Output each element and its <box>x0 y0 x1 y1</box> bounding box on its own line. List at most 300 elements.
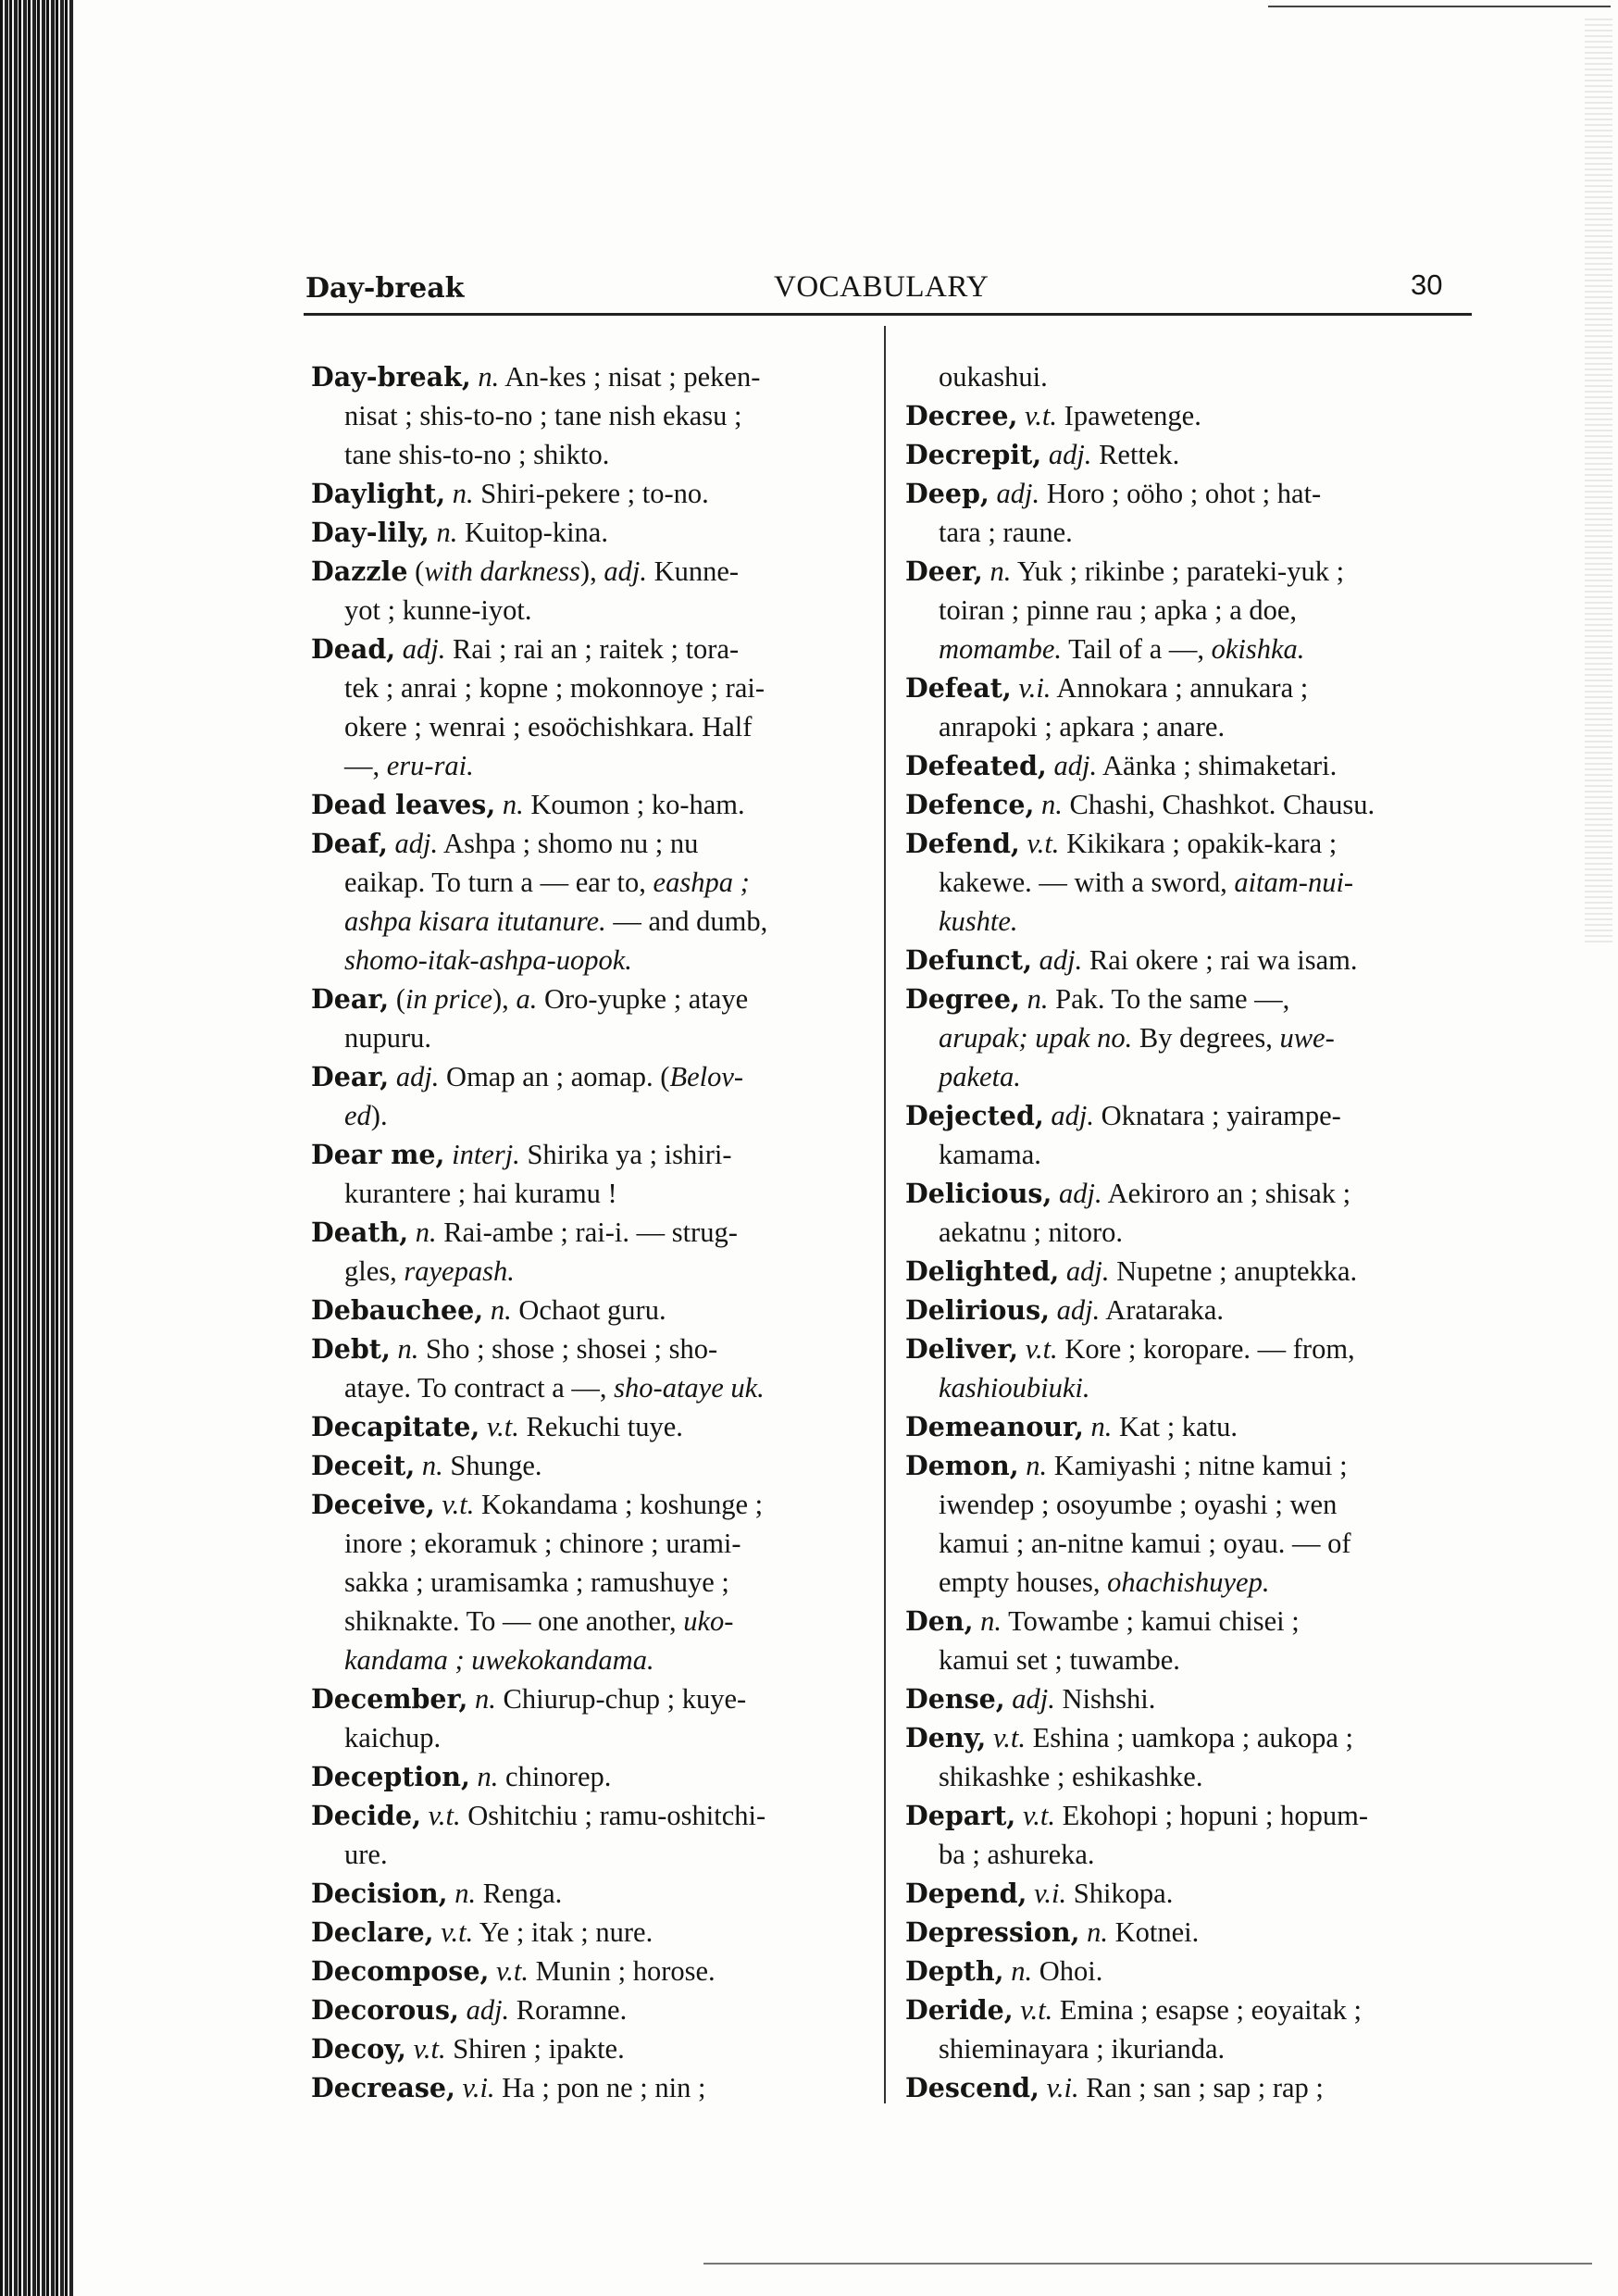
italic-text: momambe. <box>939 633 1062 665</box>
continuation-line <box>905 1757 1461 1796</box>
italic-text: a. <box>516 983 538 1015</box>
entry-line <box>905 785 1461 824</box>
definition-text: Rai okere ; rai wa isam. <box>1082 944 1358 976</box>
definition-text: Ochaot guru. <box>511 1294 666 1326</box>
definition-text <box>389 1061 396 1092</box>
continuation-line <box>905 1563 1461 1602</box>
definition-text: ), <box>579 555 604 587</box>
definition-text <box>391 1333 398 1365</box>
italic-text: v.t. <box>1025 1333 1058 1365</box>
definition-text: Pak. To the same —, <box>1048 983 1290 1015</box>
continuation-line <box>905 1485 1461 1524</box>
italic-text: adj. <box>1012 1683 1055 1715</box>
italic-text: adj. <box>1065 1255 1110 1287</box>
entry-line <box>905 1291 1461 1329</box>
entry-line <box>311 1874 866 1913</box>
headword: Decrease, <box>311 2072 455 2103</box>
headword: Declare, <box>311 1916 434 1948</box>
entry-line <box>905 474 1461 513</box>
entry-line <box>905 1952 1461 1990</box>
headword: Debauchee, <box>311 1294 484 1326</box>
definition-text <box>415 1450 422 1481</box>
italic-text: rayepash. <box>404 1255 515 1287</box>
entry-line <box>905 1796 1461 1835</box>
headword: Depth, <box>905 1955 1004 1987</box>
italic-text: v.t. <box>1020 1994 1053 2026</box>
italic-text: adj. <box>402 633 446 665</box>
continuation-line <box>311 1524 866 1563</box>
entry-line <box>311 785 866 824</box>
definition-text: Aekiroro an ; shisak ; <box>1101 1178 1351 1209</box>
definition-text: eaikap. To turn a — ear to, <box>344 867 653 898</box>
definition-text: kakewe. — with a sword, <box>939 867 1235 898</box>
definition-text <box>444 1139 452 1170</box>
definition-text: Kikikara ; opakik-kara ; <box>1059 828 1338 859</box>
italic-text: ohachishuyep. <box>1107 1566 1270 1598</box>
section-title: VOCABULARY <box>774 270 989 304</box>
italic-text: n. <box>980 1605 1002 1637</box>
definition-text: ( <box>407 555 425 587</box>
definition-text <box>489 1955 496 1987</box>
italic-text: kashioubiuki. <box>939 1372 1090 1404</box>
headword: Decompose, <box>311 1955 490 1987</box>
entry-line <box>905 1874 1461 1913</box>
entry-line <box>311 2068 866 2107</box>
definition-text: ), <box>492 983 517 1015</box>
headword: Dear me, <box>311 1139 445 1170</box>
definition-text: Shikopa. <box>1066 1878 1174 1909</box>
entry-line <box>905 396 1461 435</box>
continuation-line <box>311 863 866 902</box>
headword: Defunct, <box>905 944 1032 976</box>
continuation-line <box>905 513 1461 552</box>
definition-text: Kokandama ; koshunge ; <box>474 1489 764 1520</box>
continuation-line <box>905 1135 1461 1174</box>
entry-line <box>905 1602 1461 1641</box>
headword: Decoy, <box>311 2033 406 2065</box>
headword: Depression, <box>905 1916 1080 1948</box>
italic-text: eru-rai. <box>386 750 474 781</box>
entry-line <box>905 1718 1461 1757</box>
definition-text: Nishshi. <box>1054 1683 1156 1715</box>
continuation-line <box>905 1213 1461 1252</box>
definition-text: Kuitop-kina. <box>457 517 608 548</box>
entry-line <box>905 1446 1461 1485</box>
continuation-line <box>311 1835 866 1874</box>
continuation-line <box>311 1563 866 1602</box>
italic-text: n. <box>475 1683 496 1715</box>
headword: Dead, <box>311 633 396 665</box>
entry-line <box>311 1952 866 1990</box>
italic-text: n. <box>436 517 458 548</box>
italic-text: v.t. <box>441 1916 474 1948</box>
definition-text: Koumon ; ko-ham. <box>523 789 745 820</box>
continuation-line <box>905 1641 1461 1679</box>
definition-text: Ashpa ; shomo nu ; nu <box>438 828 699 859</box>
italic-text: Belov- <box>669 1061 744 1092</box>
headword: Degree, <box>905 983 1020 1015</box>
headword: Day-lily, <box>311 517 429 548</box>
definition-text: kurantere ; hai kuramu ! <box>344 1178 617 1209</box>
bottom-edge-rule <box>703 2263 1592 2265</box>
definition-text: Nupetne ; anuptekka. <box>1109 1255 1358 1287</box>
continuation-line <box>905 1524 1461 1563</box>
headword: Depend, <box>905 1878 1027 1909</box>
entry-line <box>905 1252 1461 1291</box>
headword: Deceive, <box>311 1489 435 1520</box>
definition-text: Rettek. <box>1091 439 1180 470</box>
headword: Decision, <box>311 1878 448 1909</box>
definition-text <box>421 1800 429 1831</box>
right-column <box>905 357 1461 2107</box>
continuation-line <box>311 1718 866 1757</box>
entry-line <box>311 474 866 513</box>
italic-text: adj. <box>1048 439 1092 470</box>
headword: December, <box>311 1683 468 1715</box>
definition-text: kaichup. <box>344 1722 442 1753</box>
definition-text: Kat ; katu. <box>1112 1411 1238 1442</box>
continuation-line <box>311 1018 866 1057</box>
continuation-line <box>905 1018 1461 1057</box>
continuation-line <box>311 1641 866 1679</box>
italic-text: adj. <box>1051 1100 1095 1131</box>
continuation-line <box>311 396 866 435</box>
italic-text: aitam-nui- <box>1234 867 1354 898</box>
definition-text: oukashui. <box>939 361 1048 393</box>
definition-text: tane shis-to-no ; shikto. <box>344 439 610 470</box>
definition-text: Kamiyashi ; nitne kamui ; <box>1047 1450 1348 1481</box>
italic-text: arupak; upak no. <box>939 1022 1133 1054</box>
entry-line <box>311 1796 866 1835</box>
entry-line <box>905 1329 1461 1368</box>
italic-text: ashpa kisara itutanure. <box>344 905 606 937</box>
continuation-line <box>311 902 866 941</box>
italic-text: n. <box>397 1333 419 1365</box>
definition-text <box>1018 1333 1026 1365</box>
definition-text <box>445 478 453 509</box>
italic-text: n. <box>1011 1955 1033 1987</box>
italic-text: adj. <box>395 1061 440 1092</box>
headword: Defeat, <box>905 672 1012 704</box>
italic-text: adj. <box>1053 750 1098 781</box>
italic-text: sho-ataye uk. <box>614 1372 765 1404</box>
definition-text <box>479 1411 487 1442</box>
definition-text: Kotnei. <box>1108 1916 1200 1948</box>
definition-text: Sho ; shose ; shosei ; sho- <box>418 1333 718 1365</box>
definition-text: By degrees, <box>1132 1022 1280 1054</box>
definition-text: ba ; ashureka. <box>939 1839 1095 1870</box>
continuation-line <box>311 1096 866 1135</box>
entry-line <box>905 1679 1461 1718</box>
headword: Deride, <box>905 1994 1014 2026</box>
entry-line <box>311 2029 866 2068</box>
definition-text: chinorep. <box>498 1761 612 1792</box>
definition-text: Roramne. <box>509 1994 628 2026</box>
definition-text <box>406 2033 414 2065</box>
headword: Dear, <box>311 983 390 1015</box>
italic-text: n. <box>1041 789 1063 820</box>
definition-text <box>1080 1916 1088 1948</box>
definition-text: Ipawetenge. <box>1057 400 1201 431</box>
continuation-line <box>311 435 866 474</box>
italic-text: in price <box>404 983 493 1015</box>
italic-text: v.t. <box>442 1489 475 1520</box>
definition-text: Oshitchiu ; ramu-oshitchi- <box>460 1800 766 1831</box>
definition-text: Oknatara ; yairampe- <box>1094 1100 1341 1131</box>
entry-line <box>905 1407 1461 1446</box>
headword: Descend, <box>905 2072 1039 2103</box>
entry-line <box>311 1135 866 1174</box>
column-divider <box>884 326 886 2103</box>
headword: Dear, <box>311 1061 390 1092</box>
definition-text: —, <box>344 750 387 781</box>
italic-text: okishka. <box>1211 633 1305 665</box>
italic-text: adj. <box>1059 1178 1102 1209</box>
italic-text: n. <box>421 1450 443 1481</box>
entry-line <box>905 980 1461 1018</box>
definition-text <box>395 633 403 665</box>
headword: Dazzle <box>311 555 408 587</box>
italic-text: n. <box>502 789 524 820</box>
headword: Delicious, <box>905 1178 1052 1209</box>
continuation-line <box>311 746 866 785</box>
entry-line <box>311 1329 866 1368</box>
headword: Deliver, <box>905 1333 1019 1365</box>
definition-text: Ye ; itak ; nure. <box>473 1916 653 1948</box>
definition-text: Ha ; pon ne ; nin ; <box>494 2072 706 2103</box>
italic-text: n. <box>478 361 500 393</box>
definition-text: Tail of a —, <box>1062 633 1212 665</box>
headword: Dense, <box>905 1683 1005 1715</box>
continuation-line <box>905 1057 1461 1096</box>
headword: Demon, <box>905 1450 1019 1481</box>
definition-text: ). <box>370 1100 388 1131</box>
definition-text <box>1039 2072 1047 2103</box>
definition-text: iwendep ; osoyumbe ; oyashi ; wen <box>939 1489 1338 1520</box>
continuation-line <box>311 668 866 707</box>
italic-text: n. <box>1027 983 1049 1015</box>
definition-text: nisat ; shis-to-no ; tane nish ekasu ; <box>344 400 742 431</box>
headword: Decrepit, <box>905 439 1042 470</box>
definition-text: Chiurup-chup ; kuye- <box>495 1683 747 1715</box>
italic-text: ed <box>344 1100 371 1131</box>
italic-text: adj. <box>394 828 439 859</box>
headword: Daylight, <box>311 478 446 509</box>
definition-text: Shiren ; ipakte. <box>445 2033 625 2065</box>
headword: Deaf, <box>311 828 388 859</box>
definition-text: Annokara ; annukara ; <box>1051 672 1309 704</box>
running-head <box>304 261 1472 316</box>
definition-text: ( <box>389 983 405 1015</box>
headword: Decide, <box>311 1800 422 1831</box>
definition-text: kamui ; an-nitne kamui ; oyau. — of <box>939 1528 1351 1559</box>
definition-text: Ohoi. <box>1032 1955 1103 1987</box>
headword: Death, <box>311 1217 409 1248</box>
definition-text: empty houses, <box>939 1566 1108 1598</box>
italic-text: v.t. <box>992 1722 1026 1753</box>
italic-text: adj. <box>466 1994 510 2026</box>
headword: Dejected, <box>905 1100 1044 1131</box>
definition-text: — and dumb, <box>605 905 768 937</box>
headword: Decree, <box>905 400 1018 431</box>
definition-text <box>1034 789 1041 820</box>
italic-text: v.t. <box>496 1955 529 1987</box>
definition-text <box>1027 1878 1034 1909</box>
definition-text: Oro-yupke ; ataye <box>537 983 749 1015</box>
headword: Day-break, <box>311 361 471 393</box>
definition-text <box>1020 983 1027 1015</box>
entry-line <box>905 435 1461 474</box>
definition-text: toiran ; pinne rau ; apka ; a doe, <box>939 594 1298 626</box>
continuation-line <box>905 1368 1461 1407</box>
entry-line <box>311 630 866 668</box>
definition-text: ure. <box>344 1839 388 1870</box>
definition-text: Kore ; koropare. — from, <box>1057 1333 1355 1365</box>
italic-text: adj. <box>1056 1294 1101 1326</box>
italic-text: uko- <box>683 1605 734 1637</box>
definition-text <box>1059 1255 1066 1287</box>
continuation-line <box>905 591 1461 630</box>
definition-text: Ekohopi ; hopuni ; hopum- <box>1054 1800 1369 1831</box>
italic-text: n. <box>1087 1916 1108 1948</box>
definition-text <box>1084 1411 1091 1442</box>
definition-text: Munin ; horose. <box>529 1955 716 1987</box>
entry-line <box>905 2068 1461 2107</box>
guide-word: Day-break <box>305 272 465 305</box>
headword: Defend, <box>905 828 1020 859</box>
definition-text: Arataraka. <box>1100 1294 1225 1326</box>
definition-text <box>1050 1294 1057 1326</box>
definition-text: okere ; wenrai ; esoöchishkara. Half <box>344 711 753 742</box>
definition-text: tek ; anrai ; kopne ; mokonnoye ; rai- <box>344 672 765 704</box>
definition-text: Omap an ; aomap. ( <box>439 1061 670 1092</box>
definition-text: nupuru. <box>344 1022 432 1054</box>
headword: Dead leaves, <box>311 789 496 820</box>
continuation-line <box>905 357 1461 396</box>
definition-text: sakka ; uramisamka ; ramushuye ; <box>344 1566 729 1598</box>
entry-line <box>311 513 866 552</box>
italic-text: eashpa ; <box>653 867 750 898</box>
italic-text: interj. <box>452 1139 520 1170</box>
italic-text: v.i. <box>1046 2072 1079 2103</box>
headword: Deep, <box>905 478 989 509</box>
entry-line <box>311 1485 866 1524</box>
definition-text: kamui set ; tuwambe. <box>939 1644 1180 1676</box>
italic-text: v.t. <box>1025 400 1058 431</box>
italic-text: n. <box>415 1217 437 1248</box>
definition-text: Chashi, Chashkot. Chausu. <box>1062 789 1375 820</box>
definition-text: shieminayara ; ikurianda. <box>939 2033 1226 2065</box>
continuation-line <box>905 2029 1461 2068</box>
definition-text: Renga. <box>476 1878 563 1909</box>
definition-text <box>455 2072 463 2103</box>
definition-text: Yuk ; rikinbe ; parateki-yuk ; <box>1011 555 1345 587</box>
entry-line <box>905 1990 1461 2029</box>
top-edge-rule <box>1268 6 1611 7</box>
definition-text: anrapoki ; apkara ; anare. <box>939 711 1226 742</box>
entry-line <box>311 1757 866 1796</box>
definition-text: inore ; ekoramuk ; chinore ; urami- <box>344 1528 741 1559</box>
continuation-line <box>905 902 1461 941</box>
italic-text: v.t. <box>486 1411 519 1442</box>
headword: Decorous, <box>311 1994 459 2026</box>
headword: Defence, <box>905 789 1035 820</box>
headword: Demeanour, <box>905 1411 1084 1442</box>
headword: Decapitate, <box>311 1411 480 1442</box>
entry-line <box>905 824 1461 863</box>
definition-text <box>986 1722 993 1753</box>
headword: Depart, <box>905 1800 1016 1831</box>
headword: Defeated, <box>905 750 1047 781</box>
italic-text: paketa. <box>939 1061 1021 1092</box>
headword: Delighted, <box>905 1255 1060 1287</box>
entry-line <box>905 1174 1461 1213</box>
headword: Den, <box>905 1605 974 1637</box>
definition-text: Horo ; oöho ; ohot ; hat- <box>1039 478 1322 509</box>
definition-text: kamama. <box>939 1139 1041 1170</box>
definition-text: aekatnu ; nitoro. <box>939 1217 1124 1248</box>
entry-line <box>311 980 866 1018</box>
italic-text: n. <box>1090 1411 1113 1442</box>
italic-text: n. <box>490 1294 512 1326</box>
entry-line <box>311 1407 866 1446</box>
italic-text: n. <box>452 478 474 509</box>
continuation-line <box>311 1252 866 1291</box>
definition-text: gles, <box>344 1255 404 1287</box>
definition-text: Emina ; esapse ; eoyaitak ; <box>1052 1994 1362 2026</box>
definition-text: Shunge. <box>442 1450 542 1481</box>
italic-text: v.t. <box>1022 1800 1055 1831</box>
continuation-line <box>311 1368 866 1407</box>
definition-text: shikashke ; eshikashke. <box>939 1761 1203 1792</box>
entry-line <box>311 1291 866 1329</box>
definition-text: shiknakte. To — one another, <box>344 1605 684 1637</box>
definition-text <box>467 1683 475 1715</box>
italic-text: adj. <box>1039 944 1083 976</box>
italic-text: v.t. <box>428 1800 461 1831</box>
definition-text: Towambe ; kamui chisei ; <box>1002 1605 1300 1637</box>
definition-text: Eshina ; uamkopa ; aukopa ; <box>1025 1722 1354 1753</box>
headword: Deception, <box>311 1761 470 1792</box>
entry-line <box>311 552 866 591</box>
definition-text: yot ; kunne-iyot. <box>344 594 532 626</box>
entry-line <box>905 668 1461 707</box>
definition-text: Rai-ambe ; rai-i. — strug- <box>436 1217 738 1248</box>
entry-line <box>311 1213 866 1252</box>
definition-text: Kunne- <box>646 555 740 587</box>
headword: Delirious, <box>905 1294 1051 1326</box>
continuation-line <box>311 1174 866 1213</box>
continuation-line <box>311 591 866 630</box>
left-column <box>311 357 866 2107</box>
definition-text: Shiri-pekere ; to-no. <box>473 478 709 509</box>
italic-text: n. <box>454 1878 477 1909</box>
definition-text <box>1032 944 1039 976</box>
entry-line <box>905 746 1461 785</box>
book-spine-shadow <box>0 0 74 2296</box>
continuation-line <box>311 707 866 746</box>
italic-text: shomo-itak-ashpa-uopok. <box>344 944 632 976</box>
headword: Deceit, <box>311 1450 416 1481</box>
continuation-line <box>905 630 1461 668</box>
entry-line <box>905 1913 1461 1952</box>
page-edge-shadow <box>1585 19 1612 944</box>
definition-text <box>483 1294 491 1326</box>
entry-line <box>311 1913 866 1952</box>
definition-text: Rekuchi tuye. <box>518 1411 683 1442</box>
entry-line <box>311 1446 866 1485</box>
entry-line <box>311 1990 866 2029</box>
